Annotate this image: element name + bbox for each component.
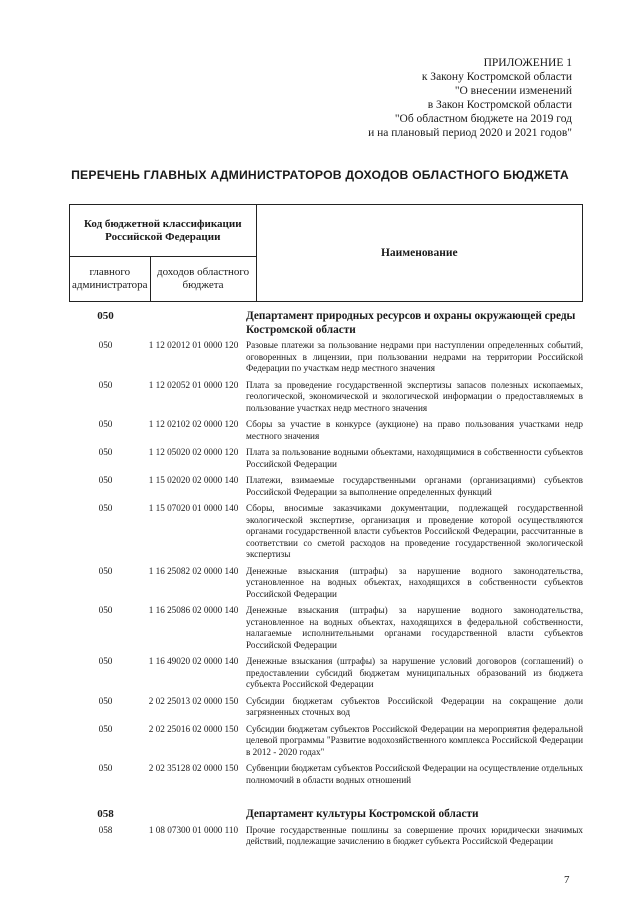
- department-row: [69, 808, 583, 822]
- name-cell: Плата за пользование водными объектами, находящимися в собственности субъектов Российской Федерации: [246, 447, 583, 469]
- table-row: [69, 605, 583, 651]
- admin-code-cell: 058: [97, 808, 114, 820]
- table-row: [69, 825, 583, 848]
- appendix-line: "О внесении изменений: [454, 85, 572, 97]
- table-header: [69, 204, 583, 302]
- table-body: [69, 304, 583, 853]
- name-cell: Субсидии бюджетам субъектов Российской Федерации на мероприятия федеральной целевой программы "Развитие водохозяйственного комплекса Российской Федерации в 2012 - 2020 годах": [246, 723, 583, 757]
- appendix-line: к Закону Костромской области: [421, 71, 572, 83]
- admin-code-cell: 050: [98, 695, 113, 706]
- name-cell: Денежные взыскания (штрафы) за нарушение водного законодательства, установленное на водных объектах, находящихся в федеральной собственности, налагаемые исполнительными органами государственной власти субъектов Российской Федерации: [246, 605, 583, 650]
- admin-code-cell: 058: [98, 824, 113, 835]
- name-cell: Денежные взыскания (штрафы) за нарушение водного законодательства, установленное на водных объектах, находящихся в собственности субъектов Российской Федерации: [246, 565, 583, 599]
- admin-code-cell: 050: [98, 605, 113, 615]
- income-code-cell: 1 15 07020 01 0000 140: [148, 503, 239, 513]
- name-cell: Прочие государственные пошлины за совершение прочих юридически значимых действий, подлежащие зачислению в бюджет субъекта Российской Федерации: [246, 824, 583, 846]
- admin-code-cell: 050: [98, 656, 113, 666]
- table-row: [69, 566, 583, 601]
- code-group-header: Код бюджетной классификации Российской Федерации: [70, 205, 257, 257]
- appendix-line: и на плановый период 2020 и 2021 годов": [368, 127, 572, 139]
- admin-code-cell: 050: [98, 447, 113, 457]
- income-code-cell: 1 16 25082 02 0000 140: [148, 565, 239, 576]
- income-code-cell: 1 12 02052 01 0000 120: [148, 379, 239, 390]
- income-column-header: доходов областного бюджета: [150, 257, 256, 302]
- table-row: [69, 503, 583, 561]
- name-cell: Департамент природных ресурсов и охраны окружающей среды Костромской области: [246, 310, 576, 336]
- name-cell: Департамент культуры Костромской области: [246, 808, 479, 820]
- appendix-block: [368, 56, 572, 140]
- admin-code-cell: 050: [98, 340, 113, 350]
- name-cell: Сборы за участие в конкурсе (аукционе) на право пользования участками недр местного значения: [246, 419, 583, 441]
- income-code-cell: 1 08 07300 01 0000 110: [148, 824, 239, 835]
- income-code-cell: 1 12 02012 01 0000 120: [148, 340, 239, 350]
- income-code-cell: 1 12 02102 02 0000 120: [148, 419, 239, 429]
- table-row: [69, 340, 583, 375]
- income-code-cell: 2 02 25013 02 0000 150: [148, 695, 239, 706]
- table-row: [69, 380, 583, 415]
- name-column-header: Наименование: [256, 205, 582, 302]
- table-row: [69, 656, 583, 691]
- admin-code-cell: 050: [98, 379, 113, 390]
- appendix-line: "Об областном бюджете на 2019 год: [394, 113, 572, 125]
- table-row: [69, 475, 583, 498]
- page-number: 7: [564, 874, 570, 886]
- income-code-cell: 1 16 25086 02 0000 140: [148, 605, 239, 615]
- name-cell: Сборы, вносимые заказчиками документации, подлежащей государственной экологической экспертизе, организация и проведение которой осуществляются органами государственной власти субъектов Российской Федерации, рассчитанные в соответствии со сметой расходов на проведение государственной экологической экспертизы: [246, 503, 583, 559]
- department-row: [69, 310, 583, 337]
- income-code-cell: 2 02 35128 02 0000 150: [148, 763, 239, 773]
- name-cell: Платежи, взимаемые государственными органами (организациями) субъектов Российской Федерации за выполнение определенных функций: [246, 475, 583, 497]
- name-cell: Субсидии бюджетам субъектов Российской Федерации на сокращение доли загрязненных сточных вод: [246, 695, 583, 717]
- table-row: [69, 447, 583, 470]
- income-code-cell: 1 16 49020 02 0000 140: [148, 656, 239, 666]
- name-cell: Денежные взыскания (штрафы) за нарушение условий договоров (соглашений) о предоставлении субсидий бюджетам муниципальных образований из бюджета субъекта Российской Федерации: [246, 656, 583, 689]
- income-code-cell: 1 12 05020 02 0000 120: [148, 447, 239, 457]
- name-cell: Плата за проведение государственной экспертизы запасов полезных ископаемых, геологической, экономической и экологической информации о предоставляемых в пользование участках недр местного значения: [246, 379, 583, 413]
- admin-code-cell: 050: [98, 503, 113, 513]
- income-code-cell: 1 15 02020 02 0000 140: [148, 475, 239, 485]
- table-row: [69, 724, 583, 759]
- admin-code-cell: 050: [98, 419, 113, 429]
- name-cell: Разовые платежи за пользование недрами при наступлении определенных событий, оговоренных в лицензии, при пользовании недрами на территории Российской Федерации по участкам недр местного значения: [246, 340, 583, 373]
- name-cell: Субвенции бюджетам субъектов Российской Федерации на осуществление отдельных полномочий в области водных отношений: [246, 763, 583, 785]
- admin-code-cell: 050: [98, 763, 113, 773]
- admin-code-cell: 050: [98, 565, 113, 576]
- admin-code-cell: 050: [97, 310, 114, 322]
- table-row: [69, 763, 583, 786]
- table-row: [69, 696, 583, 719]
- admin-column-header: главного администратора: [70, 257, 151, 302]
- document-title: ПЕРЕЧЕНЬ ГЛАВНЫХ АДМИНИСТРАТОРОВ ДОХОДОВ ОБЛАСТНОГО БЮДЖЕТА: [71, 168, 569, 182]
- appendix-line: в Закон Костромской области: [427, 99, 572, 111]
- admin-code-cell: 050: [98, 475, 113, 485]
- table-row: [69, 419, 583, 442]
- admin-code-cell: 050: [98, 723, 113, 734]
- income-code-cell: 2 02 25016 02 0000 150: [148, 723, 239, 734]
- appendix-line: ПРИЛОЖЕНИЕ 1: [483, 57, 572, 69]
